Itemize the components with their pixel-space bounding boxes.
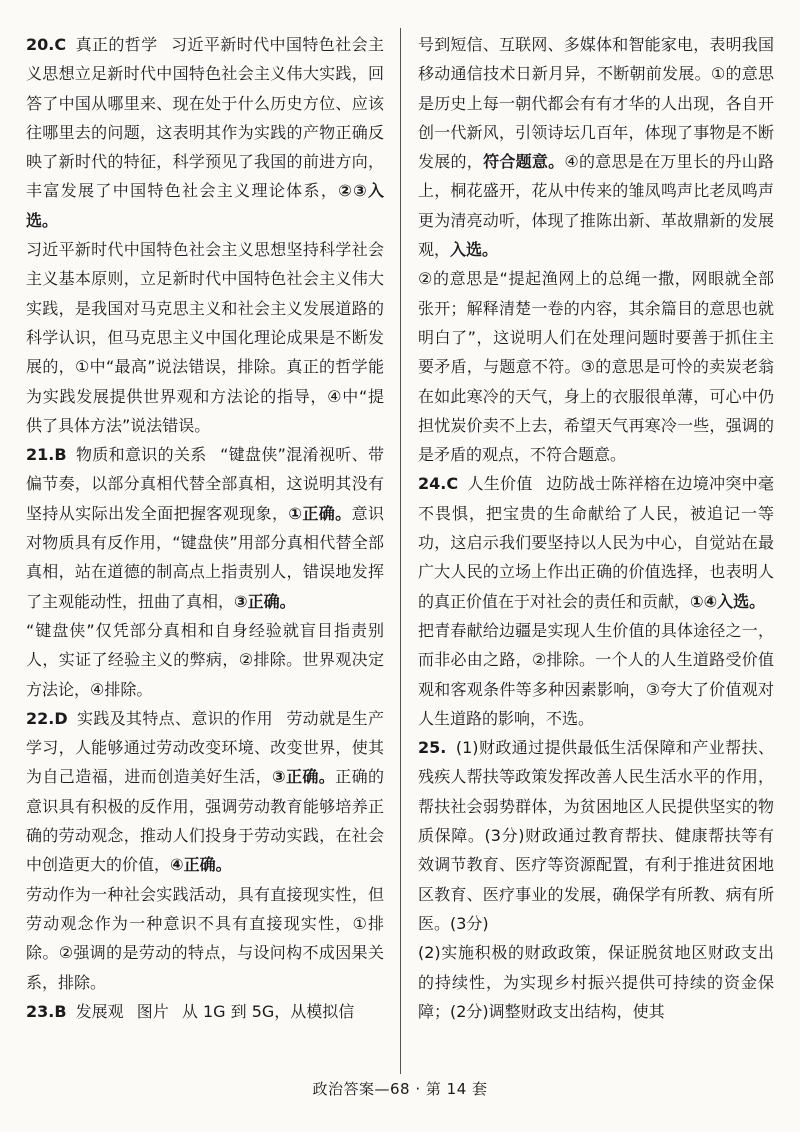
- answer-paragraph: (2)实施积极的财政政策，保证脱贫地区财政支出的持续性，为实现乡村振兴提供可持续的资金保障；(2分)调整财政支出结构，使其: [418, 943, 774, 1021]
- page-footer: 政治答案—68 · 第 14 套: [312, 1080, 488, 1098]
- answer-verdict: ①正确。: [288, 503, 352, 523]
- answer-text: “键盘侠”混淆视听、带偏节奏，以部分真相代替全部真相，这说明其没有坚持从实际出发全面把握客观现象，: [26, 445, 384, 523]
- answer-verdict: ②③入选。: [26, 181, 384, 230]
- answer-verdict: 入选。: [450, 240, 499, 260]
- answer-verdict: 符合题意。: [483, 152, 565, 172]
- answer-text: 习近平新时代中国特色社会主义思想立足新时代中国特色社会主义伟大实践，回答了中国从哪里来、现在处于什么历史方位、应该往哪里去的问题，这表明其作为实践的产物正确反映了新时代的特征，科学预见了我国的前进方向，丰富发展了中国特色社会主义理论体系，: [26, 35, 384, 201]
- question-topic: 物质和意识的关系: [75, 445, 207, 465]
- question-topic: 实践及其特点、意识的作用: [77, 708, 273, 728]
- question-number: 25.: [418, 738, 447, 758]
- answer-paragraph: 习近平新时代中国特色社会主义思想坚持科学社会主义基本原则，立足新时代中国特色社会主义伟大实践，是我国对马克思主义和社会主义发展道路的科学认识，但马克思主义中国化理论成果是不断发展的，①中“最高”说法错误，排除。真正的哲学能为实践发展提供世界观和方法论的指导，④中“提供了具体方法”说法错误。: [26, 240, 384, 435]
- left-column: [26, 30, 384, 1026]
- question-topic: 真正的哲学: [75, 35, 158, 54]
- answer-text: 正确的意识具有积极的反作用，强调劳动教育能够培养正确的劳动观念，推动人们投身于劳动实践，在社会中创造更大的价值，: [26, 767, 384, 875]
- question-number: 20.C: [26, 35, 67, 54]
- answer-text: 边防战士陈祥榕在边境冲突中毫不畏惧，把宝贵的生命献给了人民，被追记一等功，这启示我们要坚持以人民为中心，自觉站在最广大人民的立场上作出正确的价值选择，也表明人的真正价值在于对社会的责任和贡献，: [418, 474, 774, 611]
- answer-20: [26, 30, 384, 235]
- column-divider: [400, 28, 401, 1074]
- answer-verdict: ④正确。: [170, 855, 232, 875]
- question-topic-secondary: 图片: [136, 1001, 169, 1021]
- answer-verdict: ③正确。: [234, 591, 296, 611]
- answer-verdict: ③正确。: [272, 767, 336, 787]
- answer-24: [418, 469, 774, 615]
- question-number: 24.C: [418, 474, 459, 494]
- answer-21: [26, 440, 384, 616]
- answer-25: [418, 733, 774, 938]
- answer-23: [26, 997, 384, 1026]
- answer-text: 意识对物质具有反作用，“键盘侠”用部分真相代替全部真相，站在道德的制高点上指责别人，错误地发挥了主观能动性，扭曲了真相，: [26, 503, 384, 611]
- question-topic: 发展观: [75, 1001, 124, 1021]
- question-number: 22.D: [26, 708, 68, 728]
- answer-text: ④的意思是在万里长的丹山路上，桐花盛开，花从中传来的雏凤鸣声比老凤鸣声更为清亮动听，体现了推陈出新、革故鼎新的发展观，: [418, 152, 774, 260]
- answer-paragraph: 劳动作为一种社会实践活动，具有直接现实性，但劳动观念作为一种意识不具有直接现实性，①排除。②强调的是劳动的特点，与设问构不成因果关系，排除。: [26, 884, 384, 992]
- answer-paragraph: ②的意思是“提起渔网上的总绳一撒，网眼就全部张开；解释清楚一卷的内容，其余篇目的意思也就明白了”，这说明人们在处理问题时要善于抓住主要矛盾，与题意不符。③的意思是可怜的卖炭老翁在如此寒冷的天气，身上的衣服很单薄，可心中仍担忧炭价卖不上去，希望天气再寒冷一些，强调的是矛盾的观点，不符合题意。: [418, 269, 774, 465]
- answer-23-continued: [418, 30, 774, 264]
- answer-paragraph: “键盘侠”仅凭部分真相和自身经验就盲目指责别人，实证了经验主义的弊病，②排除。世界观决定方法论，④排除。: [26, 620, 384, 699]
- question-number: 21.B: [26, 445, 67, 465]
- answer-text: (1)财政通过提供最低生活保障和产业帮扶、残疾人帮扶等政策发挥改善人民生活水平的作用，帮扶社会弱势群体，为贫困地区人民提供坚实的物质保障。(3分)财政通过教育帮扶、健康帮扶等有效调节教育、医疗等资源配置，有利于推进贫困地区教育、医疗事业的发展，确保学有所教、病有所医。(3分): [418, 738, 774, 933]
- question-number: 23.B: [26, 1001, 67, 1021]
- question-topic: 人生价值: [467, 474, 533, 494]
- answer-22: [26, 704, 384, 880]
- answer-text: 劳动就是生产学习，人能够通过劳动改变环境、改变世界，使其为自己造福，进而创造美好生活，: [26, 708, 384, 787]
- answer-paragraph: 把青春献给边疆是实现人生价值的具体途径之一，而非必由之路，②排除。一个人的人生道路受价值观和客观条件等多种因素影响，③夸大了价值观对人生道路的影响，不选。: [418, 620, 774, 728]
- answer-text: 号到短信、互联网、多媒体和智能家电，表明我国移动通信技术日新月异，不断朝前发展。①的意思是历史上每一朝代都会有有才华的人出现，各自开创一代新风，引领诗坛几百年，体现了事物是不断发展的，: [418, 35, 774, 172]
- right-column: [418, 30, 774, 1026]
- answer-text: 从 1G 到 5G，从模拟信: [181, 1001, 355, 1021]
- answer-verdict: ①④入选。: [690, 591, 766, 611]
